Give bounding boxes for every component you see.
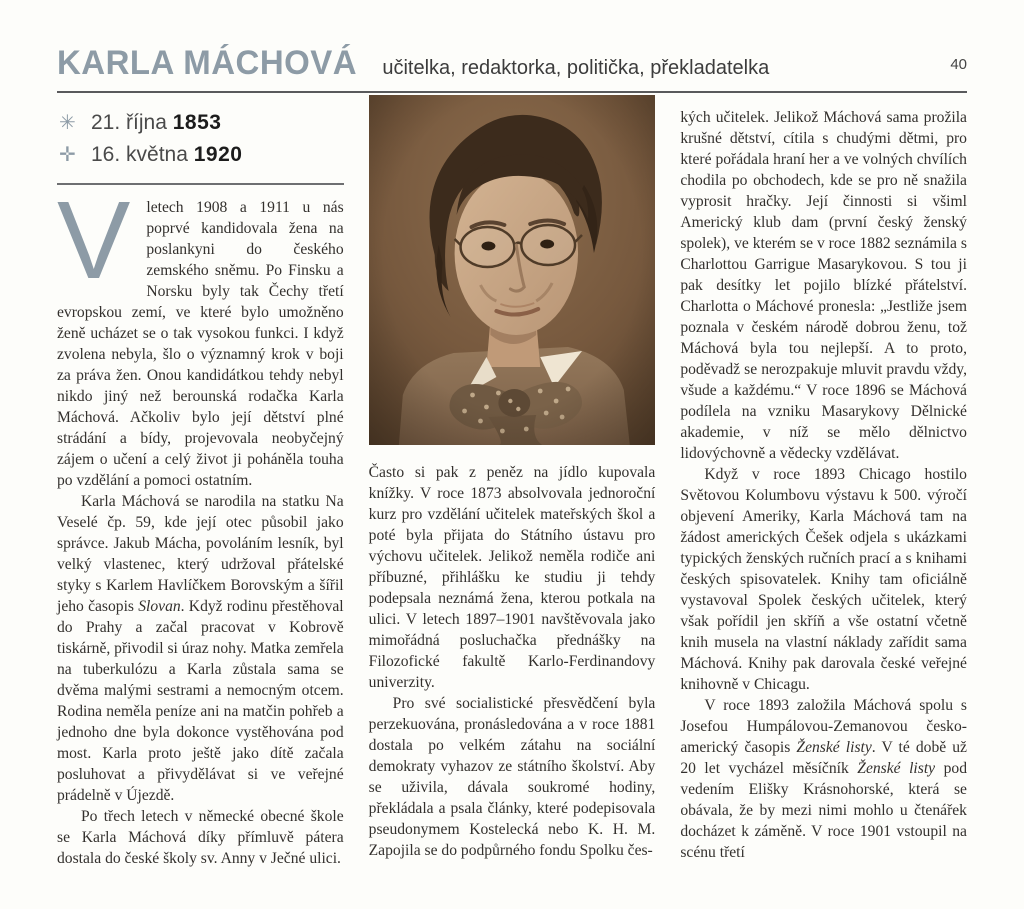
page-subtitle: učitelka, redaktorka, politička, překladatelka bbox=[382, 57, 770, 79]
birth-row bbox=[59, 107, 342, 139]
paragraph: V roce 1893 založila Máchová spolu s Josefou Humpálovou-Zemanovou česko-americký časopis Ženské listy. V té době už 20 let vycházel měsíčník Ženské listy pod vedením Elišky Krásnohorské, která se obávala, že by mezi nimi mohlo u čtenářek docházet k záměně. V roce 1901 vstoupil na scénu třetí bbox=[680, 697, 967, 861]
right-column-text bbox=[680, 93, 967, 863]
paragraph: Karla Máchová se narodila na statku Na Veselé čp. 59, kde její otec působil jako správce. Jakub Mácha, povoláním lesník, byl velký vlastenec, který udržoval přátelské styky s Karlem Havlíčkem Borovským a šířil jeho časopis Slovan. Když rodinu přestěhoval do Prahy a začal pracovat v Kobrově tiskárně, přivodil si úraz nohy. Matka zemřela na tuberkulózu a Karla zůstala sama se dvěma malými sestrami a nemocným otcem. Rodina neměla peníze ani na matčin pohřeb a jednoho dne byla dokonce vystěhována pod most. Karla proto ještě jako dítě začala posluhovat a přivydělávat si ve veřejné prádelně v Újezdě. bbox=[57, 493, 344, 804]
death-row bbox=[59, 139, 342, 171]
page-title: KARLA MÁCHOVÁ bbox=[57, 44, 358, 82]
birth-year: 1853 bbox=[172, 111, 222, 134]
left-column-text bbox=[57, 179, 344, 869]
column-right bbox=[680, 93, 967, 869]
column-left bbox=[57, 93, 344, 869]
birth-date: 21. října bbox=[91, 111, 167, 134]
died-cross-icon: ✛ bbox=[59, 144, 76, 166]
paragraph: Často si pak z peněz na jídlo kupovala knížky. V roce 1873 absolvovala jednoroční kurz pro vzdělání učitelek mateřských škol a poté byla přijata do Státního ústavu pro výchovu učitelek. Jelikož neměla rodiče ani příbuzné, přihlášku ke studiu ji tehdy podepsala neznámá žena, kterou potkala na ulici. V letech 1897–1901 navštěvovala jako mimořádná posluchačka přednášky na Filozofické fakultě Karlo-Ferdinandovy univerzity. bbox=[368, 464, 656, 691]
portrait-photo-illustration bbox=[369, 95, 656, 445]
born-star-icon: ✳ bbox=[59, 112, 76, 134]
column-middle bbox=[369, 93, 656, 869]
paragraph: Pro své socialistické přesvědčení byla perzekuována, pronásledována a v roce 1881 dostala po velkém zátahu na sociální demokraty vyhazov ze státního školství. Aby se uživila, dávala soukromé hodiny, překládala a psala články, které podepisovala pseudonymem Kostelecká nebo K. H. M. Zapojila se do podpůrného fondu Spolku čes- bbox=[368, 695, 656, 859]
death-date: 16. května bbox=[91, 143, 188, 166]
page-header bbox=[57, 0, 967, 91]
paragraph: Po třech letech v německé obecné škole se Karla Máchová díky přímluvě pátera dostala do české školy sv. Anny v Ječné ulici. bbox=[57, 808, 344, 867]
page-number: 40 bbox=[950, 56, 967, 73]
portrait-photo bbox=[369, 95, 656, 445]
vitals-block bbox=[57, 93, 344, 185]
middle-column-text bbox=[369, 462, 656, 861]
paragraph: kých učitelek. Jelikož Máchová sama prožila krušné dětství, cítila s chudými dětmi, pro které pořádala hraní her a ve volných chvílích chodila po obchodech, kde se pro ně snažila vyprosit hračky. Její činnosti si všiml Americký klub dam (první český ženský spolek), ve kterém se v roce 1882 seznámila s Charlottou Garrigue Masarykovou. S tou ji pak desítky let pojilo blízké přátelství. Charlotta o Máchové pronesla: „Jestliže jsem poznala v českém národě dobrou ženu, tož Máchová byla tou nejlepší. A to proto, poděvadž se nerozpakuje mluvit pravdu vždy, všude a každému.“ V roce 1896 se Máchová podílela na vzniku Masarykovy Dělnické akademie, v níž se mělo dělnictvo lidovýchovně a vědecky vzdělávat. bbox=[680, 109, 967, 462]
dropcap-letter: V bbox=[57, 179, 131, 302]
paragraph: V letech 1908 a 1911 u nás poprvé kandidovala žena na poslankyni do českého zemského sněmu. Po Finsku a Norsku byly tak Čechy třetí evropskou zemí, ve které bylo umožněno ženě ucházet se o tak vysokou funkci. I když zvolena nebyla, šlo o významný krok v boji za práva žen. Onou kandidátkou tehdy nebyl nikdo jiný než berounská rodačka Karla Máchová. Ačkoliv bylo její dětství plné strádání a bídy, projevovala neobyčejný zájem o učení a celý život ji poháněla touha po vzdělání a pomoci ostatním. bbox=[57, 179, 344, 489]
paragraph: Když v roce 1893 Chicago hostilo Světovou Kolumbovu výstavu k 500. výročí objevení Ameriky, Karla Máchová tam na žádost amerických Češek odjela s ukázkami typických ženských ručních prací a s knihami českých spisovatelek. Knihy tam oficiálně vystavoval Spolek českých učitelek, který však pořídil jen skříň a vše ostatní včetně knih musela na vlastní náklady zařídit sama Máchová. Knihy pak darovala české veřejné knihovně v Chicagu. bbox=[680, 466, 967, 693]
death-year: 1920 bbox=[193, 143, 243, 166]
